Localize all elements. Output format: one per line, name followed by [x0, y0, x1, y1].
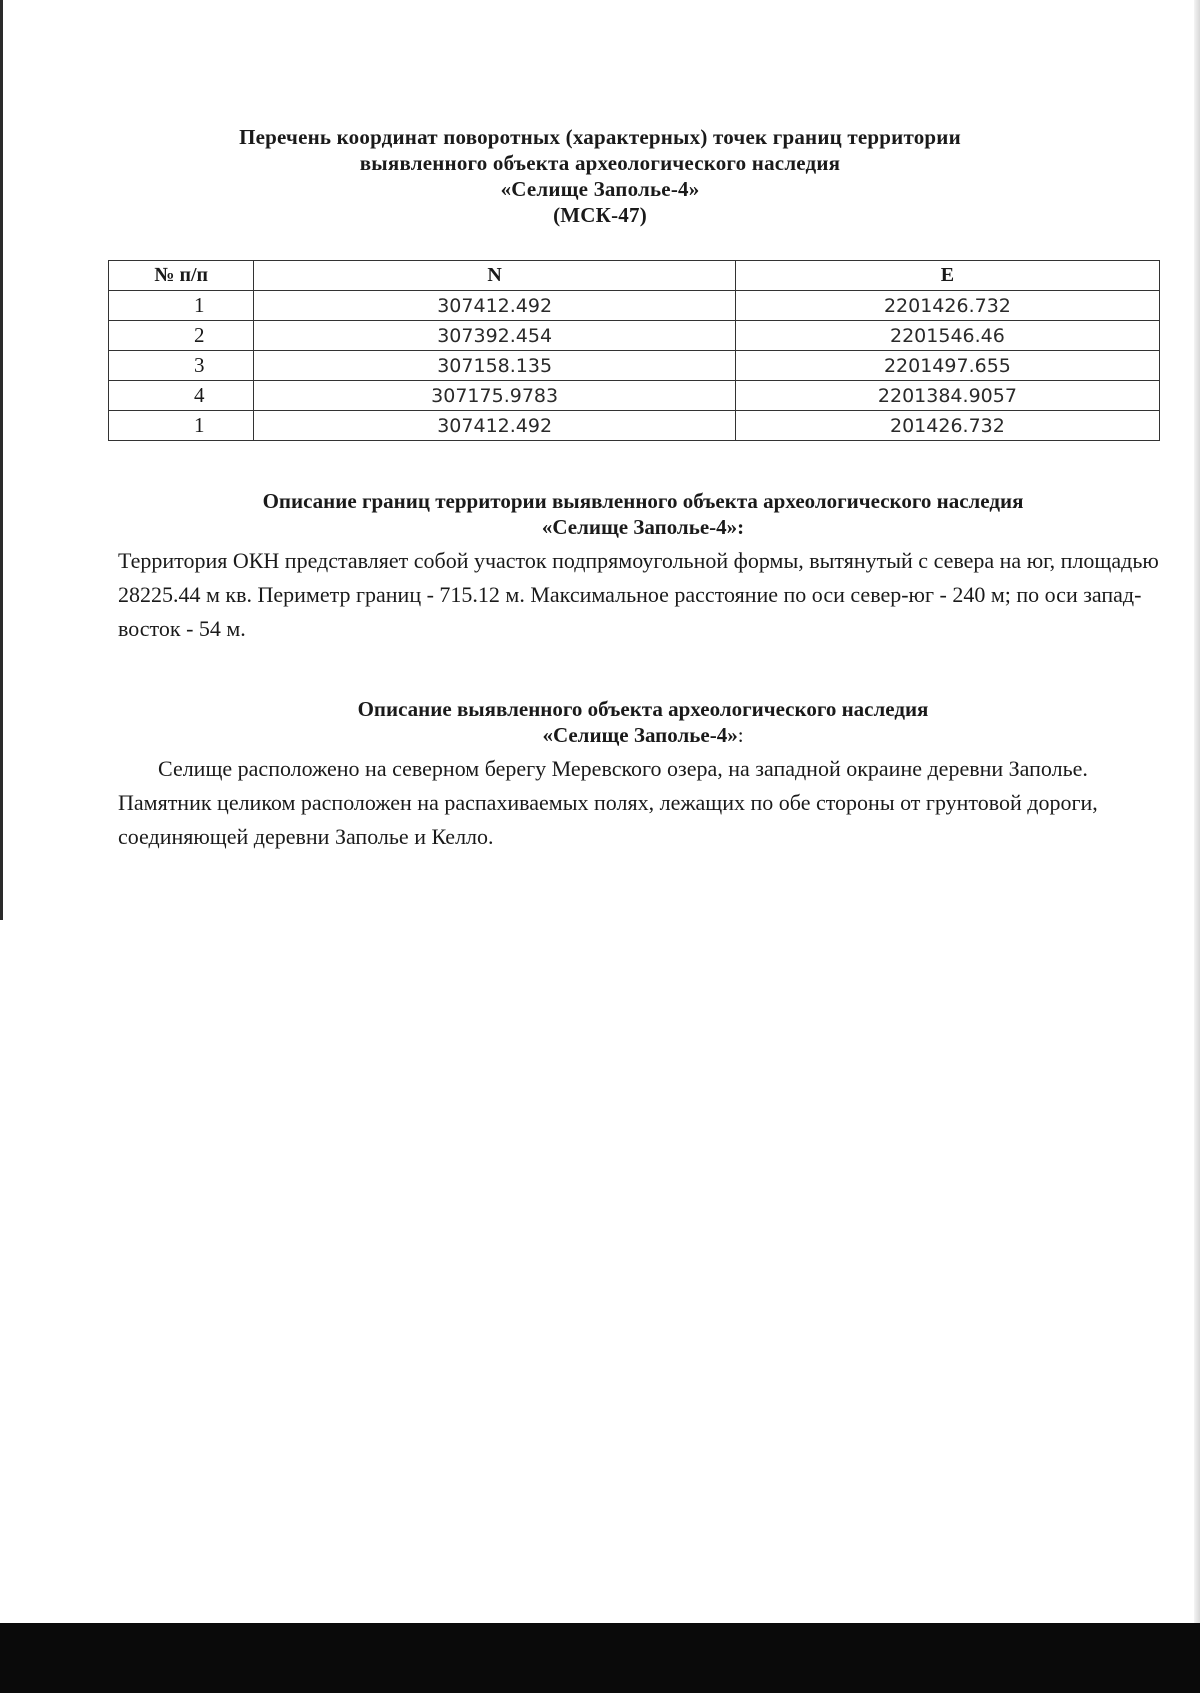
coordinate-e: 2201426.732	[735, 291, 1159, 321]
coordinate-n: 307412.492	[254, 291, 735, 321]
scan-right-edge	[1194, 0, 1200, 1693]
coordinate-e: 2201546.46	[735, 321, 1159, 351]
row-number: 1	[109, 411, 254, 441]
table-row	[109, 351, 1160, 381]
title-line-2: выявленного объекта археологического наследия	[359, 151, 841, 175]
scan-left-edge	[0, 0, 3, 920]
table-row	[109, 411, 1160, 441]
title-line-1: Перечень координат поворотных (характерных) точек границ территории	[239, 125, 961, 149]
boundary-description-section	[118, 488, 1168, 646]
row-number: 1	[109, 291, 254, 321]
object-heading-line-1: Описание выявленного объекта археологического наследия	[357, 697, 929, 721]
coordinate-e: 2201497.655	[735, 351, 1159, 381]
object-description-section	[118, 696, 1168, 854]
header-number: № п/п	[109, 261, 254, 291]
object-heading-line-2: «Селище Заполье-4»	[542, 723, 738, 747]
coordinate-e: 201426.732	[735, 411, 1159, 441]
table-row	[109, 291, 1160, 321]
header-n: N	[254, 261, 735, 291]
table-row	[109, 381, 1160, 411]
object-description-text: Селище расположено на северном берегу Меревского озера, на западной окраине деревни Заполье. Памятник целиком расположен на распахиваемых полях, лежащих по обе стороны от грунтовой дороги, соединяющей деревни Заполье и Келло.	[118, 756, 1098, 849]
object-heading-line-2-wrapper	[118, 722, 1168, 748]
object-heading-colon: :	[737, 723, 744, 747]
boundary-heading	[118, 488, 1168, 540]
row-number: 3	[109, 351, 254, 381]
document-title	[120, 124, 1080, 228]
scan-bottom-edge	[0, 1623, 1200, 1693]
header-e: E	[735, 261, 1159, 291]
row-number: 2	[109, 321, 254, 351]
boundary-description-text: Территория ОКН представляет собой участок подпрямоугольной формы, вытянутый с севера на юг, площадью 28225.44 м кв. Периметр границ - 715.12 м. Максимальное расстояние по оси север-юг - 240 м; по оси запад-восток - 54 м.	[118, 548, 1159, 641]
table-row	[109, 321, 1160, 351]
title-line-3: «Селище Заполье-4»	[500, 177, 700, 201]
coordinate-e: 2201384.9057	[735, 381, 1159, 411]
table-header-row	[109, 261, 1160, 291]
coordinate-n: 307158.135	[254, 351, 735, 381]
boundary-heading-line-1: Описание границ территории выявленного объекта археологического наследия	[262, 489, 1024, 513]
boundary-heading-line-2: «Селище Заполье-4»:	[541, 515, 745, 539]
coordinate-n: 307392.454	[254, 321, 735, 351]
object-heading	[118, 696, 1168, 748]
coordinate-n: 307175.9783	[254, 381, 735, 411]
row-number: 4	[109, 381, 254, 411]
coordinate-n: 307412.492	[254, 411, 735, 441]
coordinates-table	[108, 260, 1160, 441]
title-line-4: (МСК-47)	[553, 203, 647, 227]
